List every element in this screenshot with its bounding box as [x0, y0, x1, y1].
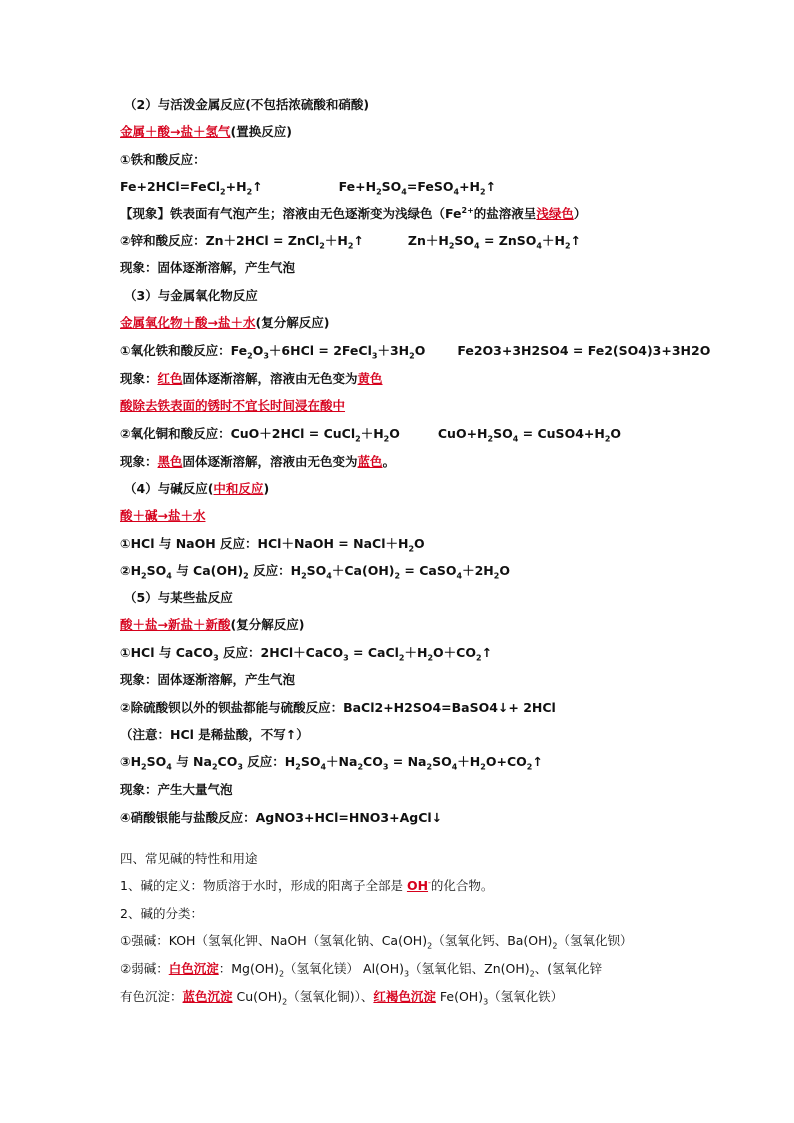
section-heading-base: 四、常见碱的特性和用途 — [120, 851, 258, 866]
hcl-naoh-equation: ①HCl 与 NaOH 反应：HCl＋NaOH = $NaCl+H_2O$ — [120, 536, 425, 554]
hcl-caco3-phenomenon: 现象：固体逐渐溶解，产生气泡 — [120, 672, 296, 687]
section-heading-3: （3）与金属氧化物反应 — [124, 288, 258, 303]
barium-salt-equation: ②除硫酸钡以外的钡盐都能与硫酸反应：BaCl2+H2SO4=BaSO4↓+ 2HCl — [120, 700, 556, 715]
h2so4-na2co3-equation: $③H_2SO_4$ 与 $Na_2CO_3$ 反应：$H_2SO_4+Na_2CO_3$ = $Na_2SO_4+H_2O+CO_2↑$ — [120, 754, 543, 772]
strong-bases: ①强碱：KOH（氢氧化钾、NaOH（氢氧化钠、$Ca(OH)_2$（氢氧化钙、$Ba(OH)_2$（氢氧化钡） — [120, 933, 633, 951]
weak-bases: ②弱碱：白色沉淀：$Mg(OH)_2$（氢氧化镁） $Al(OH)_3$（氢氧化铝、$Zn(OH)_2$、(氢氧化锌 — [120, 961, 603, 979]
base-definition: 1、碱的定义：物质溶于水时，形成的阳离子全部是 OH-的化合物。 — [120, 877, 494, 893]
zinc-acid-equations: ②锌和酸反应：$Zn+2HCl = ZnCl_2+H_2↑$ $Zn+H_2SO_4$ = $ZnSO_4+H_2↑$ — [120, 233, 581, 251]
rule-oxide-acid: 金属氧化物＋酸→盐＋水(复分解反应) — [120, 315, 330, 330]
hcl-caco3-equation: ①HCl 与 CaCO$_3$ 反应：2HCl＋CaCO$_3$ = $CaCl_2+H_2O+CO_2↑$ — [120, 645, 493, 663]
iron-oxide-equations: ①氧化铁和酸反应：$Fe_2O_3+6HCl$ = $2FeCl_3+3H_2O$ Fe2O3+3H2SO4 = Fe2(SO4)3+3H2O — [120, 343, 711, 361]
rule-acid-salt: 酸＋盐→新盐＋新酸(复分解反应) — [120, 617, 305, 632]
colored-precipitates: 有色沉淀：蓝色沉淀 $Cu(OH)_2$（氢氧化铜)）、红褐色沉淀 $Fe(OH)_3$（氢氧化铁） — [120, 989, 564, 1007]
iron-acid-title: ①铁和酸反应： — [120, 152, 206, 167]
copper-oxide-phenomenon: 现象：黑色固体逐渐溶解，溶液由无色变为蓝色。 — [120, 454, 396, 469]
iron-acid-phenomenon: 【现象】铁表面有气泡产生；溶液由无色逐渐变为浅绿色（$Fe^{2+}$的盐溶液呈浅绿色） — [120, 205, 587, 221]
section-heading-5: （5）与某些盐反应 — [124, 590, 233, 605]
copper-oxide-equations: ②氧化铜和酸反应：$CuO+2HCl = CuCl_2+H_2O$ $CuO+H_2SO_4$ = $CuSO4+H_2O$ — [120, 426, 622, 444]
hcl-note: （注意：HCl 是稀盐酸，不写↑） — [120, 727, 309, 742]
section-heading-2: （2）与活泼金属反应(不包括浓硫酸和硝酸) — [124, 97, 370, 112]
rule-acid-base: 酸＋碱→盐＋水 — [120, 508, 206, 523]
iron-oxide-phenomenon: 现象：红色固体逐渐溶解，溶液由无色变为黄色 — [120, 371, 383, 386]
rust-removal-note: 酸除去铁表面的锈时不宜长时间浸在酸中 — [120, 398, 346, 413]
iron-acid-equations: $Fe+2HCl=FeCl_2+H_2↑$ $Fe+H_2SO_4=FeSO_4+H_2↑$ — [120, 179, 497, 197]
h2so4-caoh2-equation: $②H_2SO_4$ 与 $Ca(OH)_2$ 反应：$H_2SO_4+Ca(OH)_2$ = $CaSO_4+2H_2O$ — [120, 563, 510, 581]
section-heading-4: （4）与碱反应(中和反应) — [124, 481, 270, 496]
zinc-acid-phenomenon: 现象：固体逐渐溶解，产生气泡 — [120, 260, 296, 275]
agno3-hcl-equation: ④硝酸银能与盐酸反应：AgNO3+HCl=HNO3+AgCl↓ — [120, 810, 443, 825]
base-classification: 2、碱的分类： — [120, 906, 203, 921]
rule-metal-acid: 金属＋酸→盐＋氢气(置换反应) — [120, 124, 292, 139]
h2so4-na2co3-phenomenon: 现象：产生大量气泡 — [120, 782, 233, 797]
